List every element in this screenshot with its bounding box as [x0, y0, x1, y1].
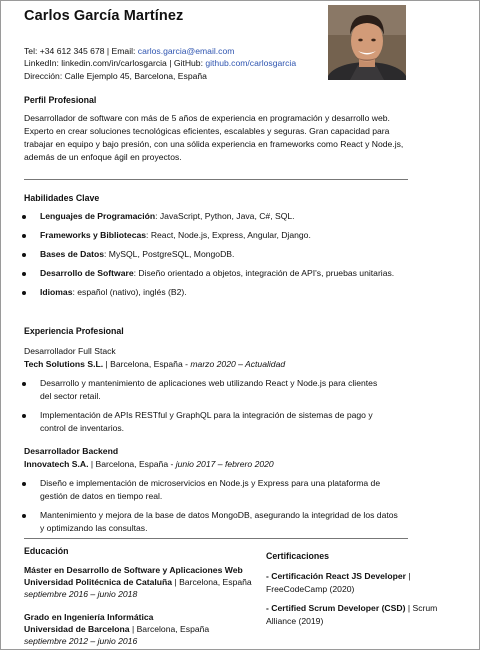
- education-school-line: Universidad de Barcelona | Barcelona, España: [24, 624, 210, 634]
- profile-summary: Desarrollador de software con más de 5 años de experiencia en programación y desarrollo web. Experto en crear soluciones tecnológicas eficientes, escalables y seguras. Gran capacidad para trabajar en equipo y bajo presión, con una sólida experiencia en frameworks como React y Node.js, además de un enfoque ágil en proyectos.: [24, 113, 404, 163]
- section-divider: [24, 179, 408, 180]
- bullet-icon: [22, 234, 26, 238]
- job-role: Desarrollador Backend: [24, 446, 119, 456]
- certification-item: - Certificación React JS Developer |: [266, 571, 411, 581]
- job-bullet: Implementación de APIs RESTful y GraphQL para la integración de sistemas de pago y control de inventarios.: [8, 409, 390, 435]
- certification-item: - Certified Scrum Developer (CSD) | Scrum: [266, 603, 438, 613]
- bullet-icon: [22, 382, 26, 386]
- job-role: Desarrollador Full Stack: [24, 346, 116, 356]
- section-divider: [24, 538, 408, 539]
- job-bullet: Desarrollo y mantenimiento de aplicaciones web utilizando React y Node.js para clientes del sector retail.: [8, 377, 390, 403]
- job-dates: marzo 2020 – Actualidad: [190, 359, 286, 369]
- education-school-line: Universidad Politécnica de Cataluña | Barcelona, España: [24, 577, 252, 587]
- job-company: Innovatech S.A.: [24, 459, 89, 469]
- education-degree: Grado en Ingeniería Informática: [24, 612, 154, 622]
- skills-list: [8, 210, 398, 299]
- skill-item: Frameworks y Bibliotecas: React, Node.js, Express, Angular, Django.: [8, 229, 398, 242]
- education-school: Universidad Politécnica de Cataluña: [24, 577, 173, 587]
- bullet-icon: [22, 414, 26, 418]
- job-bullet: Mantenimiento y mejora de la base de datos MongoDB, asegurando la integridad de los datos y optimizando las consultas.: [8, 509, 398, 535]
- certification-name: - Certified Scrum Developer (CSD): [266, 603, 406, 613]
- job-dates: junio 2017 – febrero 2020: [175, 459, 274, 469]
- education-dates: septiembre 2016 – junio 2018: [24, 589, 138, 599]
- certifications-section-title: Certificaciones: [266, 551, 330, 561]
- certification-issuer: Alliance (2019): [266, 616, 324, 626]
- github-link[interactable]: github.com/carlosgarcia: [205, 58, 297, 69]
- job-bullets: [8, 477, 398, 535]
- education-section-title: Educación: [24, 546, 69, 556]
- skill-item: Desarrollo de Software: Diseño orientado a objetos, integración de API's, pruebas unitarias.: [8, 267, 398, 280]
- bullet-icon: [22, 272, 26, 276]
- phone-text: Tel: +34 612 345 678 | Email:: [24, 46, 138, 56]
- phone-email-line: [24, 45, 324, 57]
- experience-section-title: Experiencia Profesional: [24, 326, 124, 336]
- contact-block: [24, 45, 324, 82]
- profile-section-title: Perfil Profesional: [24, 95, 97, 105]
- skill-item: Lenguajes de Programación: JavaScript, Python, Java, C#, SQL.: [8, 210, 398, 223]
- bullet-icon: [22, 253, 26, 257]
- job-bullet: Diseño e implementación de microservicios en Node.js y Express para una plataforma de gestión de datos en tiempo real.: [8, 477, 398, 503]
- social-line: [24, 57, 324, 69]
- skill-item: Bases de Datos: MySQL, PostgreSQL, MongoDB.: [8, 248, 398, 261]
- email-link[interactable]: carlos.garcia@email.com: [137, 46, 235, 56]
- bullet-icon: [22, 215, 26, 219]
- job-bullets: [8, 377, 390, 435]
- certification-name: - Certificación React JS Developer: [266, 571, 406, 581]
- linkedin-text: LinkedIn: linkedin.com/in/carlosgarcia | GitHub:: [24, 58, 206, 69]
- education-dates: septiembre 2012 – junio 2016: [24, 636, 138, 646]
- education-school: Universidad de Barcelona: [24, 624, 130, 634]
- skill-item: Idiomas: español (nativo), inglés (B2).: [8, 286, 398, 299]
- job-company-line: Innovatech S.A. | Barcelona, España - junio 2017 – febrero 2020: [24, 459, 274, 469]
- bullet-icon: [22, 482, 26, 486]
- job-company-line: Tech Solutions S.L. | Barcelona, España - marzo 2020 – Actualidad: [24, 359, 286, 369]
- certification-issuer: FreeCodeCamp (2020): [266, 584, 355, 594]
- address-line: Dirección: Calle Ejemplo 45, Barcelona, España: [24, 70, 207, 81]
- bullet-icon: [22, 291, 26, 295]
- candidate-name: Carlos García Martínez: [24, 8, 184, 24]
- skills-section-title: Habilidades Clave: [24, 193, 100, 203]
- bullet-icon: [22, 514, 26, 518]
- job-company: Tech Solutions S.L.: [24, 359, 104, 369]
- education-degree: Máster en Desarrollo de Software y Aplicaciones Web: [24, 565, 243, 575]
- profile-photo: [328, 5, 406, 80]
